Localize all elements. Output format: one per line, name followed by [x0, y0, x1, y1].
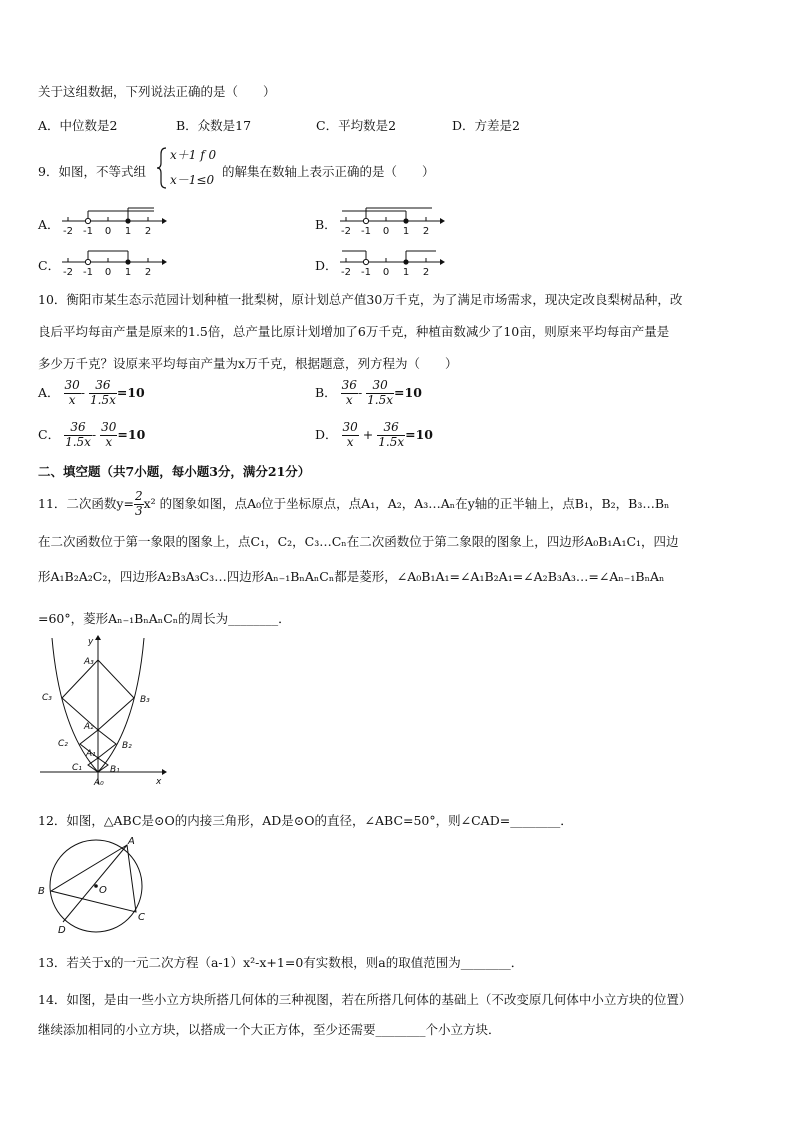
number-line-d [338, 246, 446, 278]
svg-text:-2: -2 [341, 226, 351, 237]
svg-text:B₁: B₁ [110, 765, 120, 775]
q9-system-line2: x－1≤0 [170, 173, 215, 187]
q8-option-a: A．中位数是2 [38, 118, 118, 133]
q11-line1: 11．二次函数y= $\frac{2}{3}$ x² 的图象如图，点A₀位于坐标原点，点A₁，A₂，A₃…Aₙ在y轴的正半轴上，点B₁，B₂，B₃…Bₙ [38, 489, 670, 518]
svg-text:A₃: A₃ [84, 657, 94, 667]
svg-text:1: 1 [124, 226, 132, 237]
svg-text:1: 1 [402, 267, 410, 278]
svg-text:2: 2 [422, 226, 430, 237]
q8-option-d: D．方差是2 [452, 118, 520, 133]
q9-system-line1: x＋1 f 0 [170, 148, 217, 162]
q8-option-b: B．众数是17 [176, 118, 252, 133]
q11-line3: 形A₁B₂A₂C₂，四边形A₂B₃A₃C₃…四边形Aₙ₋₁BₙAₙCₙ都是菱形，∠A₀B₁A₁=∠A₁B₂A₁=∠A₂B₃A₃…=∠Aₙ₋₁BₙAₙ [38, 569, 665, 584]
q10-option-c: C． $\frac{36}{1.5x}$ - $\frac{30}{x}$ =10 [38, 420, 146, 449]
q14-line2: 继续添加相同的小立方块，以搭成一个大正方体，至少还需要________个小立方块． [38, 1022, 501, 1037]
svg-text:A₀: A₀ [94, 778, 104, 786]
q9-option-a-label: A． [38, 217, 60, 232]
svg-text:x: x [156, 777, 162, 786]
q12-circle-figure [36, 836, 152, 936]
number-line-a [60, 205, 168, 237]
svg-text:C₃: C₃ [42, 693, 52, 703]
svg-text:D: D [58, 925, 66, 936]
svg-text:-1: -1 [83, 267, 93, 278]
q10-line1: 10．衡阳市某生态示范园计划种植一批梨树，原计划总产值30万千克，为了满足市场需求，现决定改良梨树品种，改 [38, 292, 683, 307]
svg-text:-2: -2 [341, 267, 351, 278]
q10-line3: 多少万千克？设原来平均每亩产量为x万千克，根据题意，列方程为（ ） [38, 356, 458, 371]
q11-parabola-figure [36, 634, 168, 786]
q11-line2: 在二次函数位于第一象限的图象上，点C₁，C₂，C₃…Cₙ在二次函数位于第二象限的图象上，四边形A₀B₁A₁C₁，四边 [38, 534, 679, 549]
svg-text:B₃: B₃ [140, 695, 150, 705]
number-line-b [338, 205, 446, 237]
q9-suffix: 的解集在数轴上表示正确的是（ ） [222, 164, 435, 179]
brace-icon [156, 146, 168, 190]
svg-text:0: 0 [382, 267, 390, 278]
q10-option-d: D． $\frac{30}{x}$ + $\frac{36}{1.5x}$ =10 [315, 420, 433, 449]
q9-option-c-label: C． [38, 258, 61, 273]
q8-option-c: C．平均数是2 [316, 118, 397, 133]
svg-text:0: 0 [382, 226, 390, 237]
section-heading: 二、填空题（共7小题，每小题3分，满分21分） [38, 464, 311, 479]
svg-text:0: 0 [104, 267, 112, 278]
svg-text:2: 2 [422, 267, 430, 278]
number-line-c [60, 246, 168, 278]
q8-stem: 关于这组数据，下列说法正确的是（ ） [38, 84, 276, 99]
q13-text: 13．若关于x的一元二次方程（a-1）x²-x+1=0有实数根，则a的取值范围为________． [38, 955, 524, 970]
svg-text:-1: -1 [361, 267, 371, 278]
svg-text:1: 1 [402, 226, 410, 237]
svg-text:2: 2 [144, 267, 152, 278]
svg-text:A₂: A₂ [84, 722, 94, 732]
q9-option-b-label: B． [315, 217, 337, 232]
q11-line4: =60°，菱形Aₙ₋₁BₙAₙCₙ的周长为________． [38, 611, 291, 626]
svg-text:C₁: C₁ [72, 763, 82, 773]
svg-text:-1: -1 [361, 226, 371, 237]
q9-prefix: 9．如图，不等式组 [38, 164, 146, 179]
q14-line1: 14．如图，是由一些小立方块所搭几何体的三种视图，若在所搭几何体的基础上（不改变原几何体中小立方块的位置） [38, 992, 692, 1007]
svg-text:-2: -2 [63, 226, 73, 237]
svg-text:C: C [138, 912, 145, 923]
svg-text:O: O [99, 885, 107, 896]
svg-text:2: 2 [144, 226, 152, 237]
q10-option-a: A． $\frac{30}{x}$ - $\frac{36}{1.5x}$ =10 [38, 378, 145, 407]
svg-text:-1: -1 [83, 226, 93, 237]
q12-text: 12．如图，△ABC是⊙O的内接三角形，AD是⊙O的直径，∠ABC=50°，则∠CAD=________． [38, 813, 573, 828]
svg-text:y: y [88, 637, 94, 647]
svg-text:A₁: A₁ [86, 749, 96, 759]
q9-option-d-label: D． [315, 258, 338, 273]
svg-text:B: B [38, 886, 45, 897]
svg-text:-2: -2 [63, 267, 73, 278]
q10-option-b: B． $\frac{36}{x}$ - $\frac{30}{1.5x}$ =10 [315, 378, 422, 407]
svg-text:1: 1 [124, 267, 132, 278]
svg-text:0: 0 [104, 226, 112, 237]
svg-text:C₂: C₂ [58, 739, 68, 749]
q10-line2: 良后平均每亩产量是原来的1.5倍，总产量比原计划增加了6万千克，种植亩数减少了10亩，则原来平均每亩产量是 [38, 324, 670, 339]
svg-text:A: A [128, 836, 135, 847]
svg-text:B₂: B₂ [122, 741, 132, 751]
